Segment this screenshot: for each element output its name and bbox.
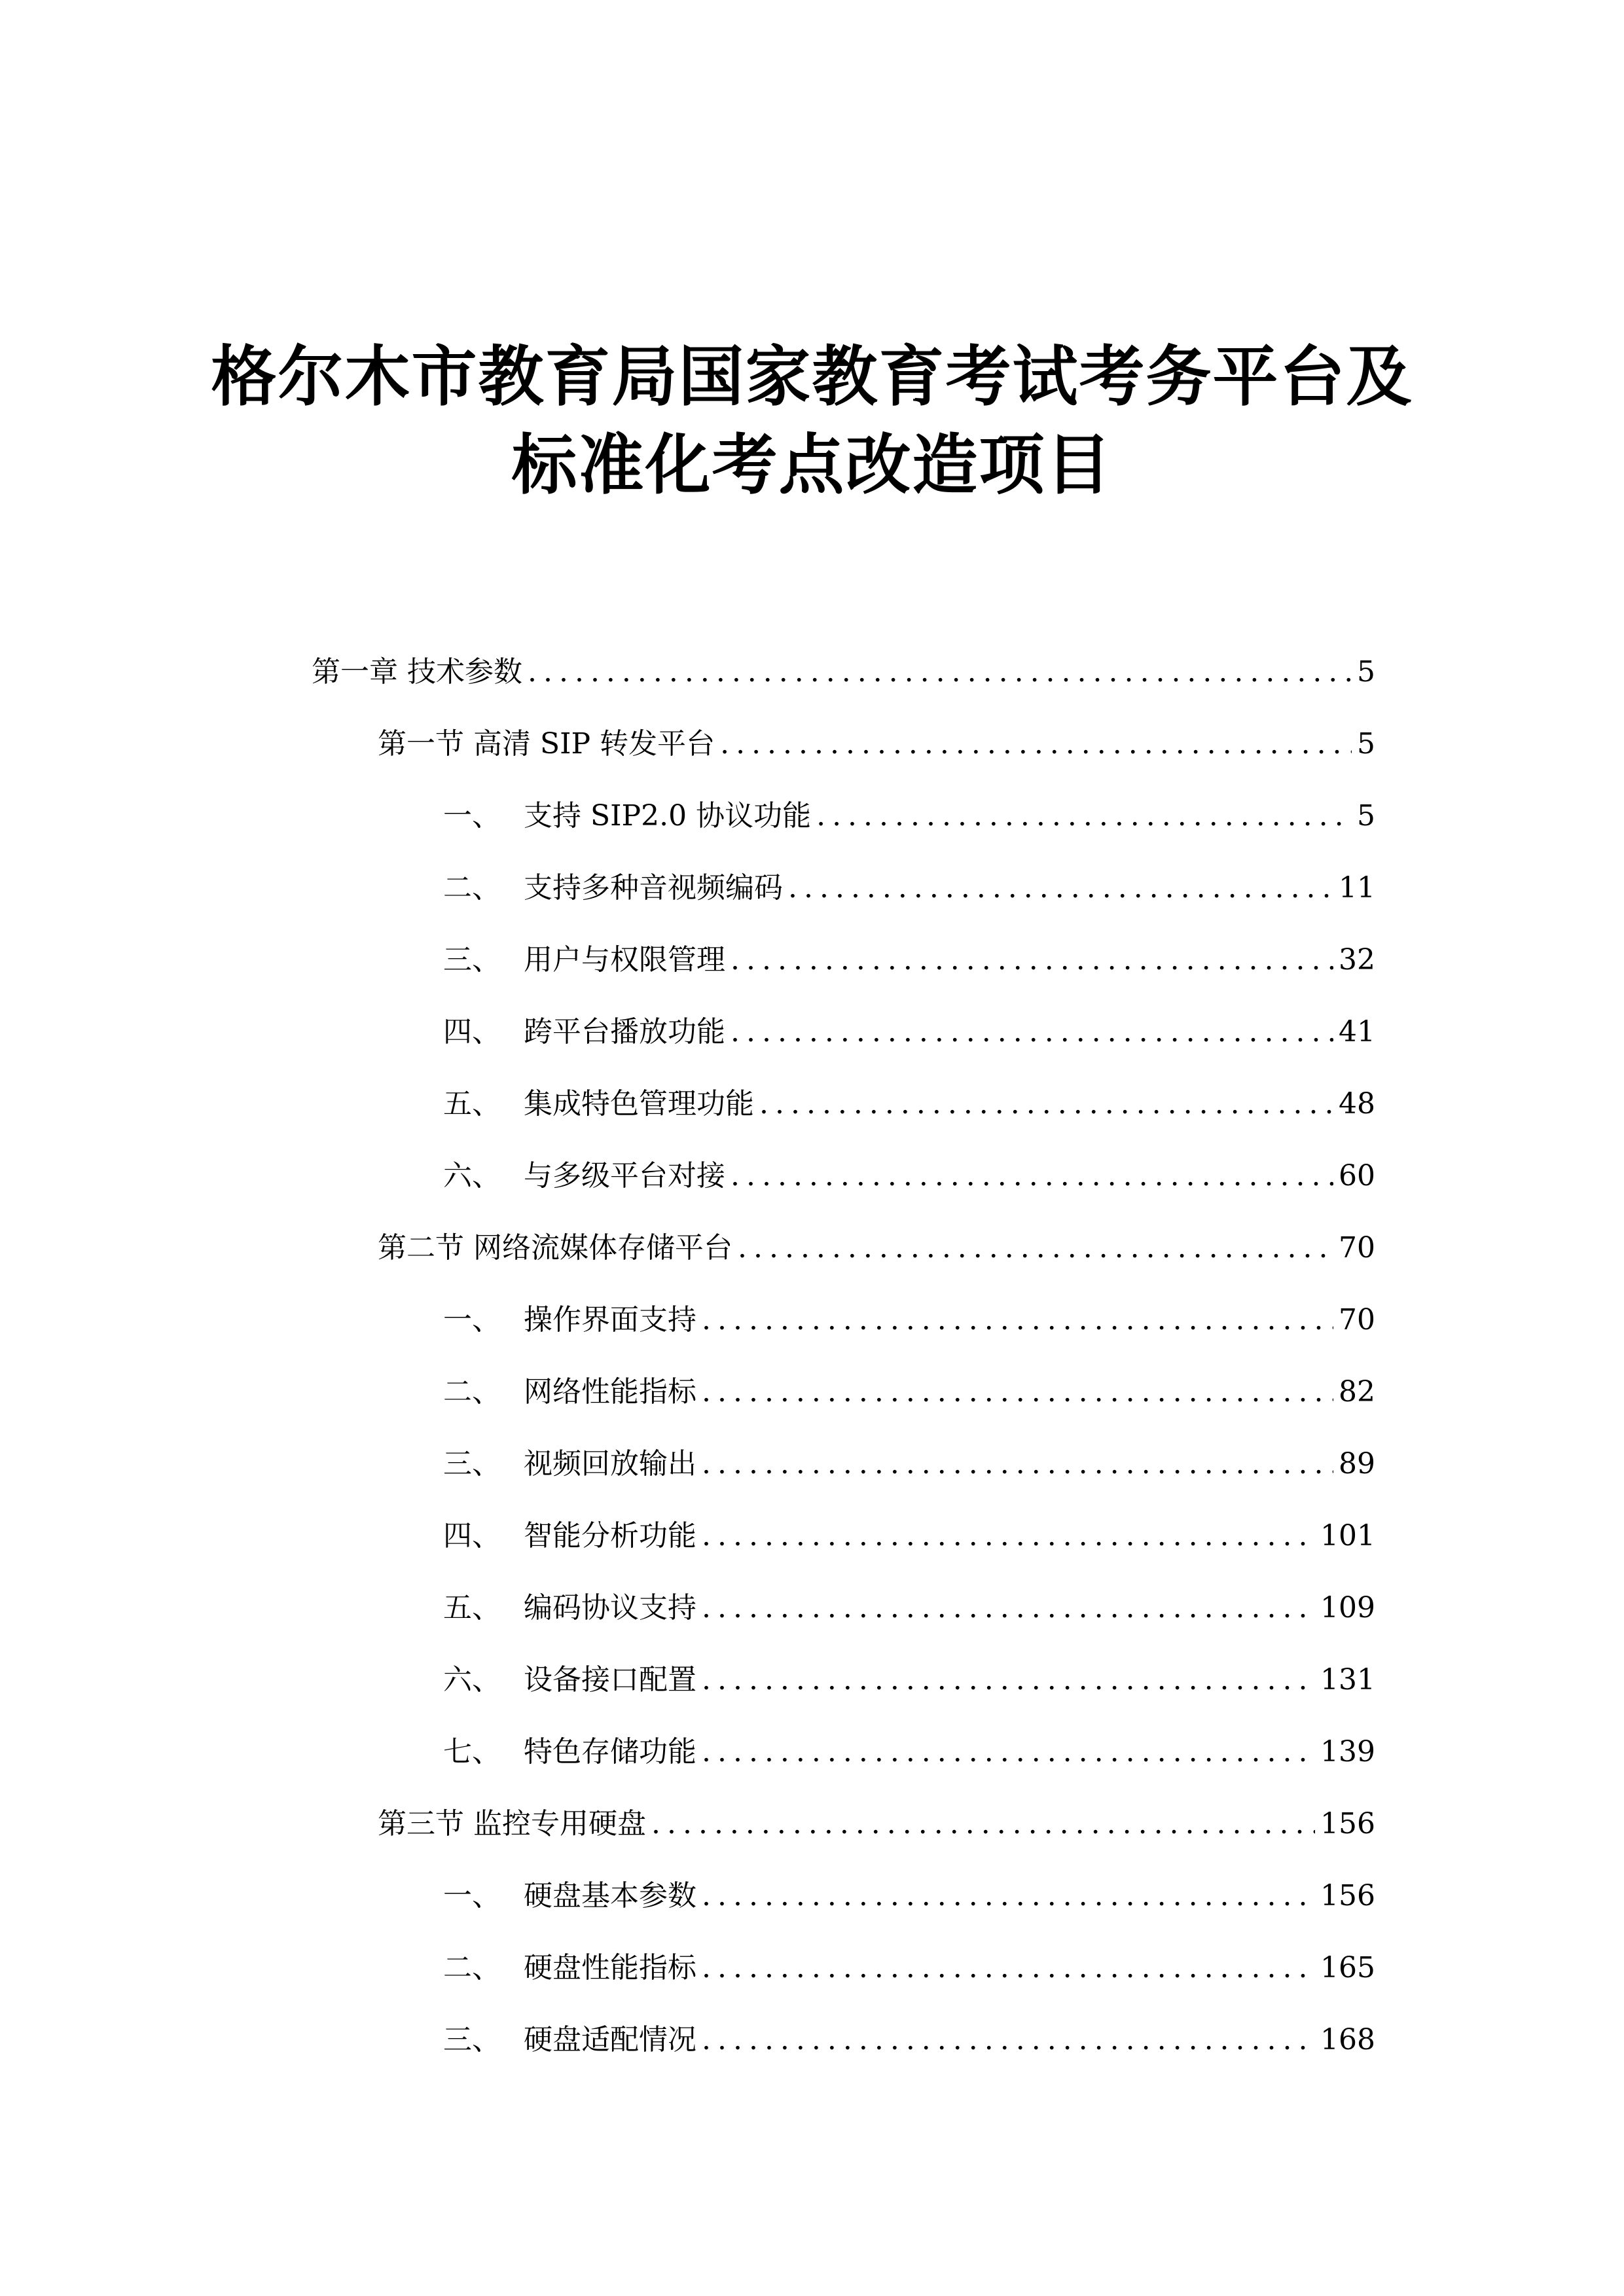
toc-entry-label: 跨平台播放功能 xyxy=(524,1015,725,1049)
toc-entry-label: 硬盘适配情况 xyxy=(524,2023,696,2056)
toc-entry-page: 11 xyxy=(1339,871,1375,905)
toc-entry-page: 60 xyxy=(1339,1159,1375,1193)
toc-entry-page: 70 xyxy=(1339,1231,1375,1265)
toc-entry[interactable] xyxy=(443,2016,1375,2068)
toc-entry[interactable] xyxy=(443,864,1375,916)
toc-entry-number: 七、 xyxy=(443,1735,501,1768)
toc-entry-label: 第三节 监控专用硬盘 xyxy=(378,1807,646,1840)
toc-entry-page: 5 xyxy=(1357,727,1375,761)
toc-entry-label: 硬盘性能指标 xyxy=(524,1951,696,1984)
toc-entry[interactable] xyxy=(378,1800,1375,1852)
toc-entry-number: 一、 xyxy=(443,799,501,833)
toc-entry-label: 支持 SIP2.0 协议功能 xyxy=(524,799,812,833)
toc-entry-number: 二、 xyxy=(443,871,501,905)
toc-entry[interactable] xyxy=(443,1080,1375,1132)
toc-entry[interactable] xyxy=(443,936,1375,988)
toc-entry[interactable] xyxy=(443,1872,1375,1924)
toc-entry-page: 5 xyxy=(1357,799,1375,833)
toc-entry-label: 集成特色管理功能 xyxy=(524,1087,754,1121)
toc-entry-label: 视频回放输出 xyxy=(524,1447,696,1480)
toc-entry-label: 网络性能指标 xyxy=(524,1375,696,1408)
toc-entry-label: 编码协议支持 xyxy=(524,1591,696,1624)
dot-leader xyxy=(702,1879,1315,1912)
toc-entry-label: 第二节 网络流媒体存储平台 xyxy=(378,1231,732,1265)
toc-entry-number: 五、 xyxy=(443,1591,501,1624)
dot-leader xyxy=(651,1807,1315,1840)
dot-leader xyxy=(759,1087,1333,1121)
toc-entry-number: 二、 xyxy=(443,1375,501,1408)
toc-entry-label: 支持多种音视频编码 xyxy=(524,871,783,905)
toc-entry-label: 第一章 技术参数 xyxy=(312,655,522,689)
toc-entry-label: 硬盘基本参数 xyxy=(524,1879,696,1912)
toc-entry-label: 设备接口配置 xyxy=(524,1663,696,1696)
toc-entry-label: 第一节 高清 SIP 转发平台 xyxy=(378,727,715,761)
toc-entry-page: 82 xyxy=(1339,1375,1375,1408)
toc-entry-label: 智能分析功能 xyxy=(524,1519,696,1552)
toc-entry[interactable] xyxy=(443,1296,1375,1348)
dot-leader xyxy=(702,1447,1333,1480)
toc-entry-page: 32 xyxy=(1339,943,1375,977)
toc-entry[interactable] xyxy=(443,1944,1375,1996)
toc-entry-number: 三、 xyxy=(443,943,501,977)
toc-entry-page: 89 xyxy=(1339,1447,1375,1480)
dot-leader xyxy=(702,1735,1315,1768)
toc-entry-number: 六、 xyxy=(443,1663,501,1696)
toc-entry-page: 156 xyxy=(1320,1807,1375,1840)
toc-entry[interactable] xyxy=(443,1368,1375,1420)
toc-entry-page: 156 xyxy=(1320,1879,1375,1912)
toc-entry[interactable] xyxy=(443,1512,1375,1564)
dot-leader xyxy=(816,799,1352,833)
dot-leader xyxy=(528,655,1352,689)
toc-entry-page: 41 xyxy=(1339,1015,1375,1049)
dot-leader xyxy=(731,1015,1333,1049)
toc-entry[interactable] xyxy=(443,1440,1375,1492)
toc-entry[interactable] xyxy=(443,1656,1375,1708)
toc-entry-page: 70 xyxy=(1339,1303,1375,1336)
toc-entry-page: 101 xyxy=(1320,1519,1375,1552)
dot-leader xyxy=(738,1231,1333,1265)
toc-entry-number: 六、 xyxy=(443,1159,501,1193)
toc-entry[interactable] xyxy=(378,720,1375,772)
toc-entry-label: 用户与权限管理 xyxy=(524,943,725,977)
toc-entry-number: 五、 xyxy=(443,1087,501,1121)
dot-leader xyxy=(788,871,1333,905)
toc-entry-page: 5 xyxy=(1357,655,1375,689)
toc-entry-number: 二、 xyxy=(443,1951,501,1984)
dot-leader xyxy=(731,943,1333,977)
toc-entry-number: 一、 xyxy=(443,1879,501,1912)
dot-leader xyxy=(731,1159,1333,1193)
toc-entry[interactable] xyxy=(312,648,1375,700)
toc-entry-number: 三、 xyxy=(443,1447,501,1480)
toc-entry-page: 165 xyxy=(1320,1951,1375,1984)
dot-leader xyxy=(702,1591,1315,1624)
toc-entry[interactable] xyxy=(378,1224,1375,1276)
toc-entry[interactable] xyxy=(443,1152,1375,1204)
toc-entry[interactable] xyxy=(443,1728,1375,1780)
document-title-line-2: 标准化考点改造项目 xyxy=(511,426,1113,503)
toc-entry-page: 109 xyxy=(1320,1591,1375,1624)
dot-leader xyxy=(702,1519,1315,1552)
dot-leader xyxy=(702,1375,1333,1408)
toc-entry[interactable] xyxy=(443,1584,1375,1636)
toc-entry-number: 四、 xyxy=(443,1519,501,1552)
dot-leader xyxy=(702,1303,1333,1336)
toc-entry-page: 131 xyxy=(1320,1663,1375,1696)
toc-entry-number: 一、 xyxy=(443,1303,501,1336)
toc-entry-page: 168 xyxy=(1320,2023,1375,2056)
toc-entry-page: 48 xyxy=(1339,1087,1375,1121)
document-title-line-1: 格尔木市教育局国家教育考试考务平台及 xyxy=(211,338,1413,415)
toc-entry[interactable] xyxy=(443,792,1375,844)
toc-entry-label: 特色存储功能 xyxy=(524,1735,696,1768)
dot-leader xyxy=(702,1951,1315,1984)
toc-entry-number: 四、 xyxy=(443,1015,501,1049)
dot-leader xyxy=(720,727,1352,761)
toc-entry-number: 三、 xyxy=(443,2023,501,2056)
toc-entry-label: 操作界面支持 xyxy=(524,1303,696,1336)
toc-entry[interactable] xyxy=(443,1008,1375,1060)
toc-entry-label: 与多级平台对接 xyxy=(524,1159,725,1193)
dot-leader xyxy=(702,2023,1315,2056)
dot-leader xyxy=(702,1663,1315,1696)
toc-entry-page: 139 xyxy=(1320,1735,1375,1768)
